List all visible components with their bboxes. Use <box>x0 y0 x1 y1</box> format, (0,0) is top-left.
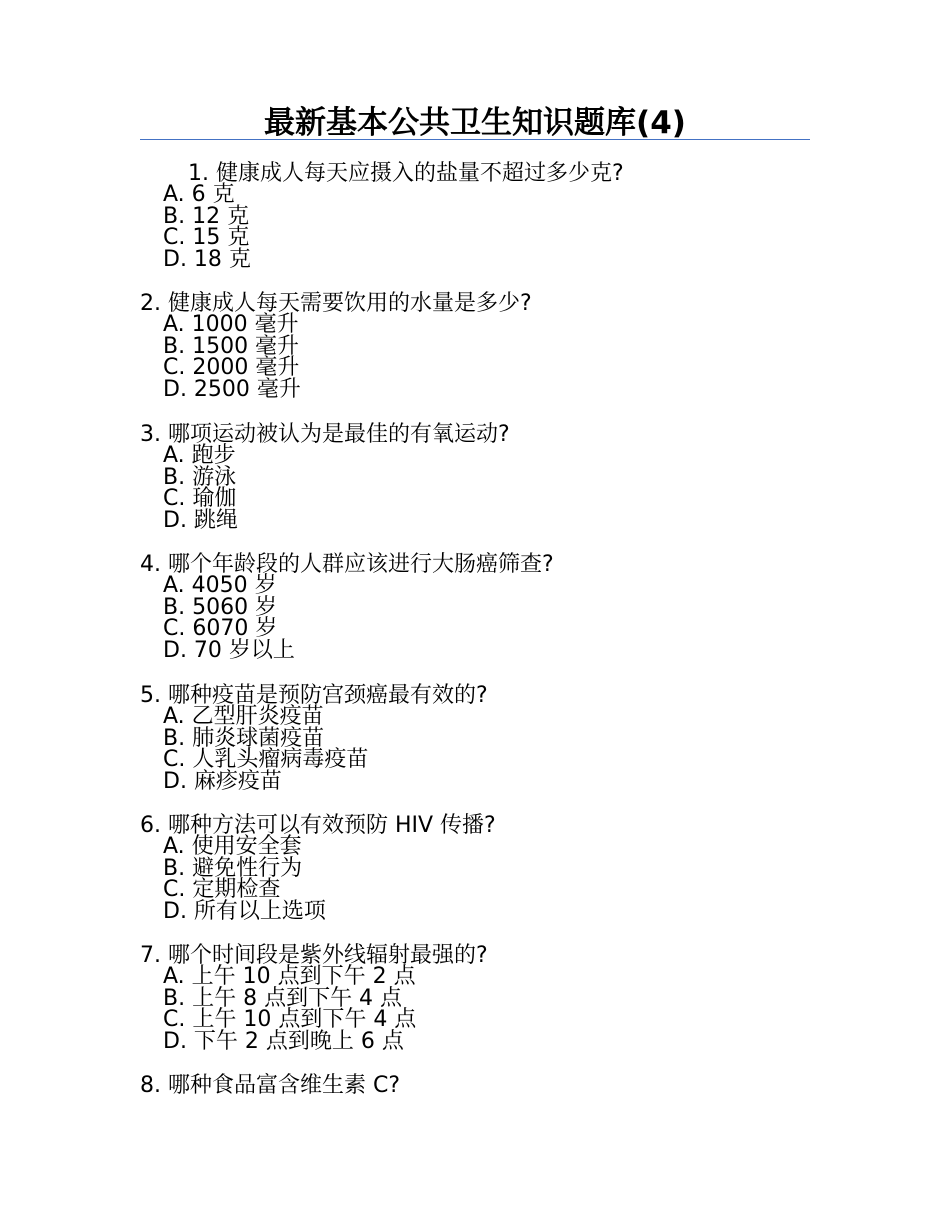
document-title: 最新基本公共卫生知识题库(4) <box>264 105 686 141</box>
option-b: B. 上午 8 点到下午 4 点 <box>163 985 403 1011</box>
question-1-options <box>163 184 251 271</box>
option-d: D. 下午 2 点到晚上 6 点 <box>163 1029 404 1055</box>
option-d: D. 跳绳 <box>163 508 238 534</box>
option-a: A. 跑步 <box>163 443 236 468</box>
option-a: A. 上午 10 点到下午 2 点 <box>163 964 416 989</box>
option-b: B. 肺炎球菌疫苗 <box>163 725 325 751</box>
option-a: A. 4050 岁 <box>163 573 277 598</box>
question-4-options <box>163 575 295 662</box>
question-6-text: 6. 哪种方法可以有效预防 HIV 传播? <box>140 813 496 838</box>
question-3-text: 3. 哪项运动被认为是最佳的有氧运动? <box>140 422 510 447</box>
option-d: D. 18 克 <box>163 247 251 273</box>
option-d: D. 所有以上选项 <box>163 899 326 925</box>
option-d: D. 麻疹疫苗 <box>163 769 282 795</box>
option-c: C. 人乳头瘤病毒疫苗 <box>163 747 369 773</box>
option-c: C. 2000 毫升 <box>163 355 300 381</box>
question-4-text: 4. 哪个年龄段的人群应该进行大肠癌筛查? <box>140 552 554 577</box>
option-d: D. 70 岁以上 <box>163 638 295 664</box>
option-b: B. 避免性行为 <box>163 855 303 881</box>
question-7-options <box>163 966 416 1053</box>
question-5-text: 5. 哪种疫苗是预防宫颈癌最有效的? <box>140 683 488 708</box>
option-a: A. 使用安全套 <box>163 834 302 859</box>
option-c: C. 15 克 <box>163 225 250 251</box>
option-b: B. 12 克 <box>163 203 250 229</box>
option-a: A. 6 克 <box>163 182 235 207</box>
option-b: B. 5060 岁 <box>163 594 278 620</box>
title-underline <box>140 139 810 140</box>
option-c: C. 上午 10 点到下午 4 点 <box>163 1007 417 1033</box>
question-3-options <box>163 445 238 532</box>
option-a: A. 乙型肝炎疫苗 <box>163 704 324 729</box>
question-1-text: 1. 健康成人每天应摄入的盐量不超过多少克? <box>188 161 624 186</box>
question-8-text: 8. 哪种食品富含维生素 C? <box>140 1073 401 1098</box>
option-c: C. 瑜伽 <box>163 486 237 512</box>
option-c: C. 定期检查 <box>163 877 281 903</box>
option-b: B. 游泳 <box>163 464 237 490</box>
option-c: C. 6070 岁 <box>163 616 278 642</box>
option-b: B. 1500 毫升 <box>163 333 300 359</box>
question-2-text: 2. 健康成人每天需要饮用的水量是多少? <box>140 291 532 316</box>
question-7-text: 7. 哪个时间段是紫外线辐射最强的? <box>140 943 488 968</box>
option-a: A. 1000 毫升 <box>163 312 299 337</box>
question-6-options <box>163 836 326 923</box>
option-d: D. 2500 毫升 <box>163 377 301 403</box>
question-5-options <box>163 706 368 793</box>
question-2-options <box>163 314 301 401</box>
